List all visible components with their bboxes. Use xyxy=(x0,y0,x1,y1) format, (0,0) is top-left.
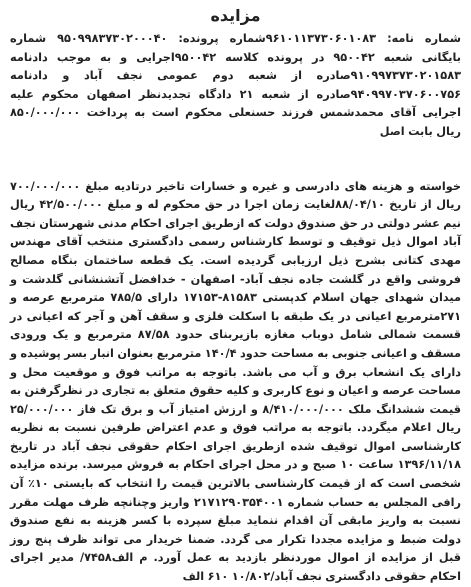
notice-title: مزایده xyxy=(210,6,261,25)
notice-body-paragraph: خواسته و هزینه های دادرسی و غیره و خسارات تاخیر درتادیه مبلغ ۷۰۰/۰۰۰/۰۰۰ ریال از تاریخ ۸۸/۰۴/۱۰لغایت زمان اجرا در حق محکوم له و مبلغ ۴۲/۵۰۰/۰۰۰ ریال نیم عشر دولتی در حق صندوق دولت که ازطریق اجرای احکام مدنی شهرستان نجف آباد اموال ذیل توقیف و توسط کارشناس رسمی دادگستری منتخب آقای مهندس مهدی کتانی بشرح ذیل ارزیابی گردیده است. یک قطعه ساختمان بنگاه مصالح فروشی واقع در گلشت جاده نجف آباد- اصفهان - خدافضل آتشنشانی گلدشت و میدان شهدای جهان اسلام کدپستی ۸۱۵۸۳-۱۷۱۵۳ دارای ۷۸۵/۵ مترمربع عرصه و ۲۷۱مترمربع اعیانی در یک طبقه با اسکلت فلزی و سقف آهن و آجر که اعیانی در قسمت شمالی شامل دوباب مغازه بازیربنای حدود ۸۷/۵۸ مترمربع و یک ورودی مسقف و اعیانی جنوبی به مساحت حدود ۱۴۰/۴ مترمربع بعنوان انبار بسر پوشیده و دارای یک انشعاب برق و آب می باشد. باتوجه به مراتب فوق و موقعیت محل و مساحت عرصه و اعیان و نوع کاربری و کلیه حقوق متعلق به تجاری در نظرگرفتن به قیمت ششدانگ ملک ۸/۴۱۰/۰۰۰/۰۰۰ و ارزش امتیاز آب و برق تک فاز ۲۵/۰۰۰/۰۰۰ ریال اعلام میگردد. باتوجه به مراتب فوق و عدم اعتراض طرفین نسبت به نظریه کارشناسی اموال توقیف شده ازطریق اجرای احکام حقوقی نجف آباد در تاریخ ۱۳۹۶/۱۱/۱۸ ساعت ۱۰ صبح و در محل اجرای احکام به فروش میرسد. برنده مزایده شخصی است که از قیمت کارشناسی بالاترین قیمت را انتخاب که بایستی ۱۰٪ آن رافی المجلس به حساب شماره ۲۱۷۱۲۹۰۳۵۴۰۰۱ واریز وچنانچه ظرف مهلت مقرر نسبت به واریز مابقی آن اقدام ننماید مبلغ سپرده با کسر هزینه به نفع صندوق دولت ضبط و مزایده مجددا تکرار می گردد. ضمنا خریدار می تواند ظرف پنج روز قبل از مزایده از اموال موردنظر بازدید به عمل آورد. م الف۷۴۵۸/ مدیر اجرای احکام حقوقی دادگستری نجف آباد/۱۰/۸۰۲ ۶۱۰ الف xyxy=(10,179,462,584)
notice-header-paragraph: شماره نامه: ۹۶۱۰۱۱۳۷۳۰۶۰۱۰۸۳شماره پرونده: ۹۵۰۹۹۸۳۷۳۰۲۰۰۰۴۰ شماره بایگانی شعبه ۹۵۰۰۴۲ در پرونده کلاسه ۹۵۰۰۴۲اجرایی و به موجب دادنامه ۹۱۰۹۹۷۳۷۳۰۲۰۱۵۸۳صادره از شعبه دوم عمومی نجف آباد و دادنامه ۹۴۰۹۹۷۰۳۷۰۶۰۰۷۵۶صادره از شعبه ۲۱ دادگاه تجدیدنظر اصفهان محکوم علیه اجرایی آقای محمدشمس فرزند حسنعلی محکوم است به پرداخت ۸۵۰/۰۰۰/۰۰۰ ریال بابت اصل xyxy=(10,32,462,138)
